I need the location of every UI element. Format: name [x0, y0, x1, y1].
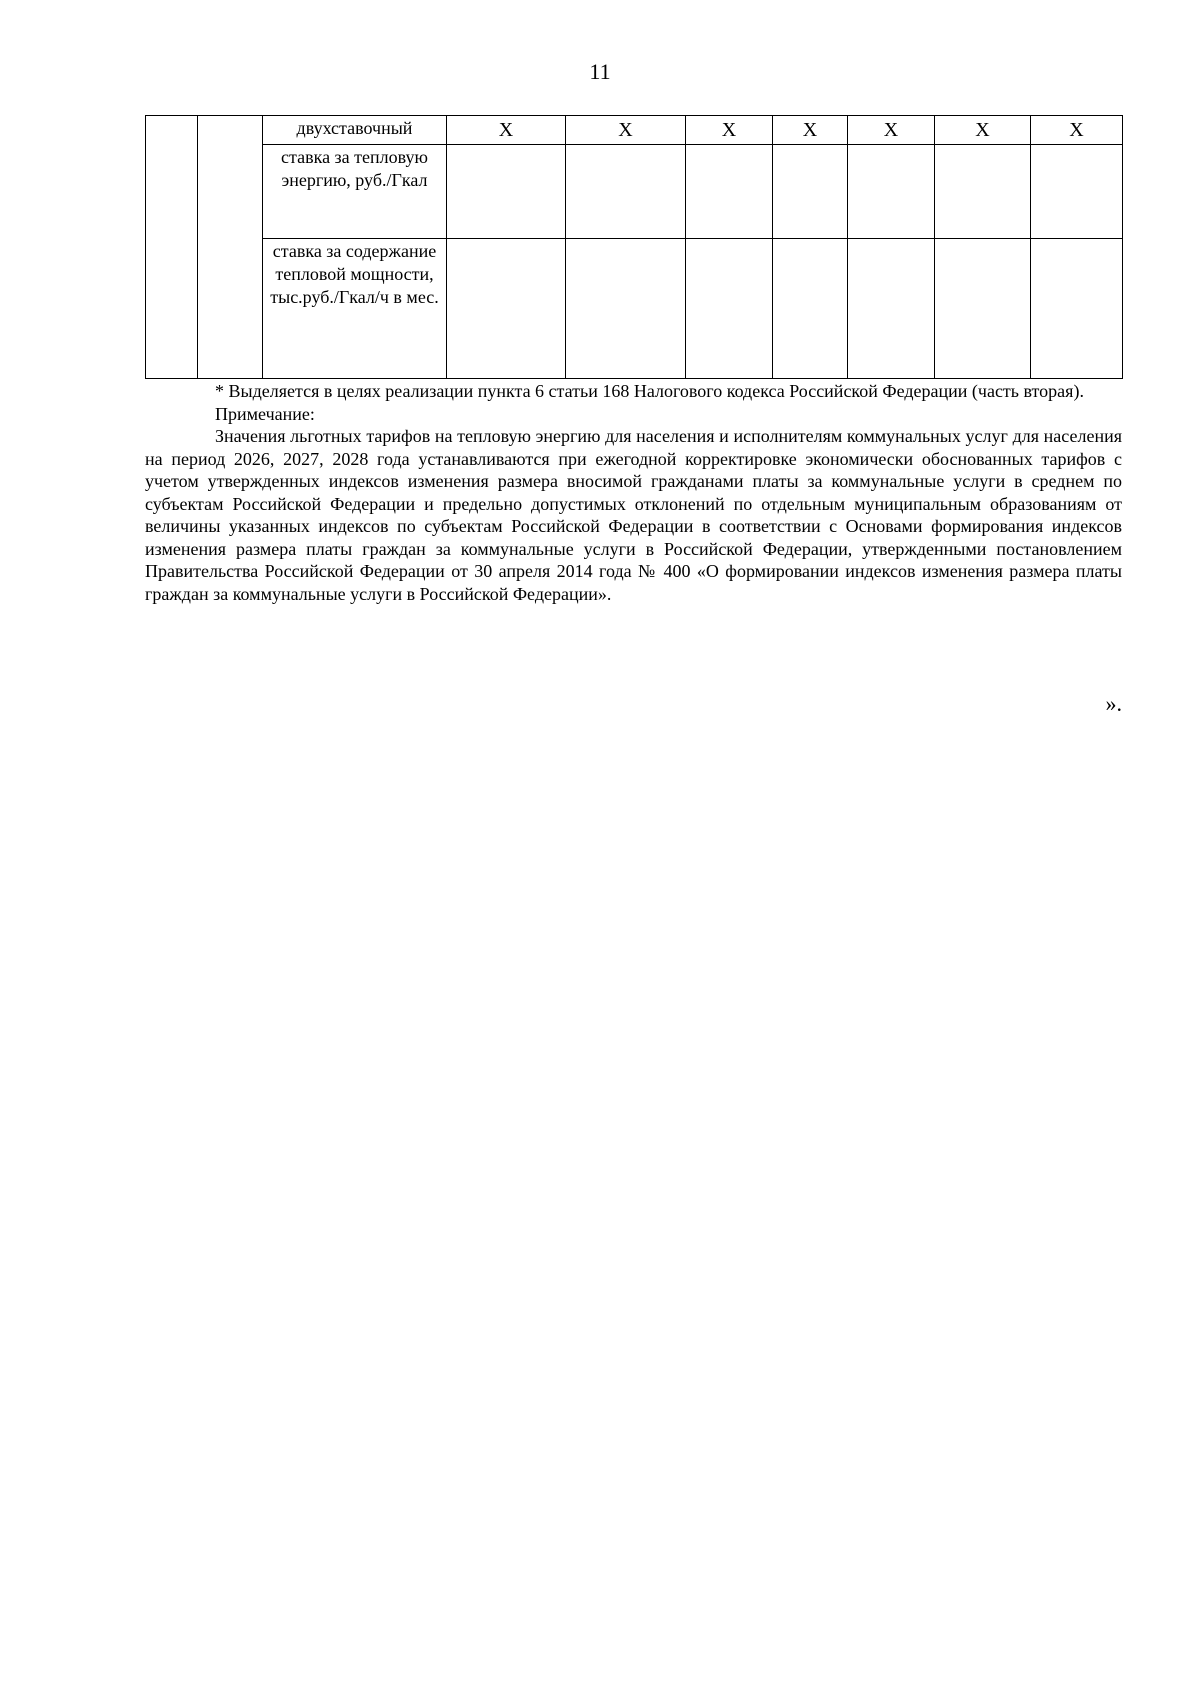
table-cell	[773, 145, 848, 239]
table-cell	[935, 145, 1031, 239]
table-cell	[566, 145, 686, 239]
table-cell	[848, 145, 935, 239]
capacity-rate-label: ставка за содержание тепловой мощности, тыс.руб./Гкал/ч в мес.	[263, 239, 447, 379]
table-row-two-part	[146, 116, 1123, 145]
table-row-capacity-rate	[146, 239, 1123, 379]
table-cell: Х	[848, 116, 935, 145]
table-cell: Х	[1031, 116, 1123, 145]
table-cell-organization	[198, 116, 263, 379]
table-cell	[1031, 239, 1123, 379]
table-cell	[773, 239, 848, 379]
tariff-table	[145, 115, 1123, 379]
table-cell: Х	[773, 116, 848, 145]
table-cell-number	[146, 116, 198, 379]
table-cell	[1031, 145, 1123, 239]
table-cell	[686, 239, 773, 379]
table-cell: Х	[566, 116, 686, 145]
table-cell	[935, 239, 1031, 379]
table-cell	[566, 239, 686, 379]
table-cell	[848, 239, 935, 379]
table-cell: Х	[686, 116, 773, 145]
notes-section	[145, 380, 1122, 605]
table-cell	[686, 145, 773, 239]
note-heading: Примечание:	[215, 403, 315, 424]
table-cell	[447, 239, 566, 379]
table-cell: Х	[447, 116, 566, 145]
heat-energy-rate-label: ставка за тепловую энергию, руб./Гкал	[263, 145, 447, 239]
note-text: Значения льготных тарифов на тепловую энергию для населения и исполнителям коммунальных услуг для населения на период 2026, 2027, 2028 года устанавливаются при ежегодной корректировке экономически обоснованных тарифов с учетом утвержденных индексов изменения размера вносимой гражданами платы за коммунальные услуги в среднем по субъектам Российской Федерации и предельно допустимых отклонений по отдельным муниципальным образованиям от величины указанных индексов по субъектам Российской Федерации в соответствии с Основами формирования индексов изменения размера платы граждан за коммунальные услуги в Российской Федерации, утвержденными постановлением Правительства Российской Федерации от 30 апреля 2014 года № 400 «О формировании индексов изменения размера платы граждан за коммунальные услуги в Российской Федерации».	[145, 426, 1122, 604]
closing-quote-mark: ».	[1105, 691, 1122, 716]
footnote: * Выделяется в целях реализации пункта 6 статьи 168 Налогового кодекса Российской Федерации (часть вторая).	[215, 381, 1084, 401]
page-number: 11	[589, 59, 611, 84]
table-cell	[447, 145, 566, 239]
table-cell: Х	[935, 116, 1031, 145]
table-row-heat-energy-rate	[146, 145, 1123, 239]
tariff-type-label: двухставочный	[263, 116, 447, 145]
